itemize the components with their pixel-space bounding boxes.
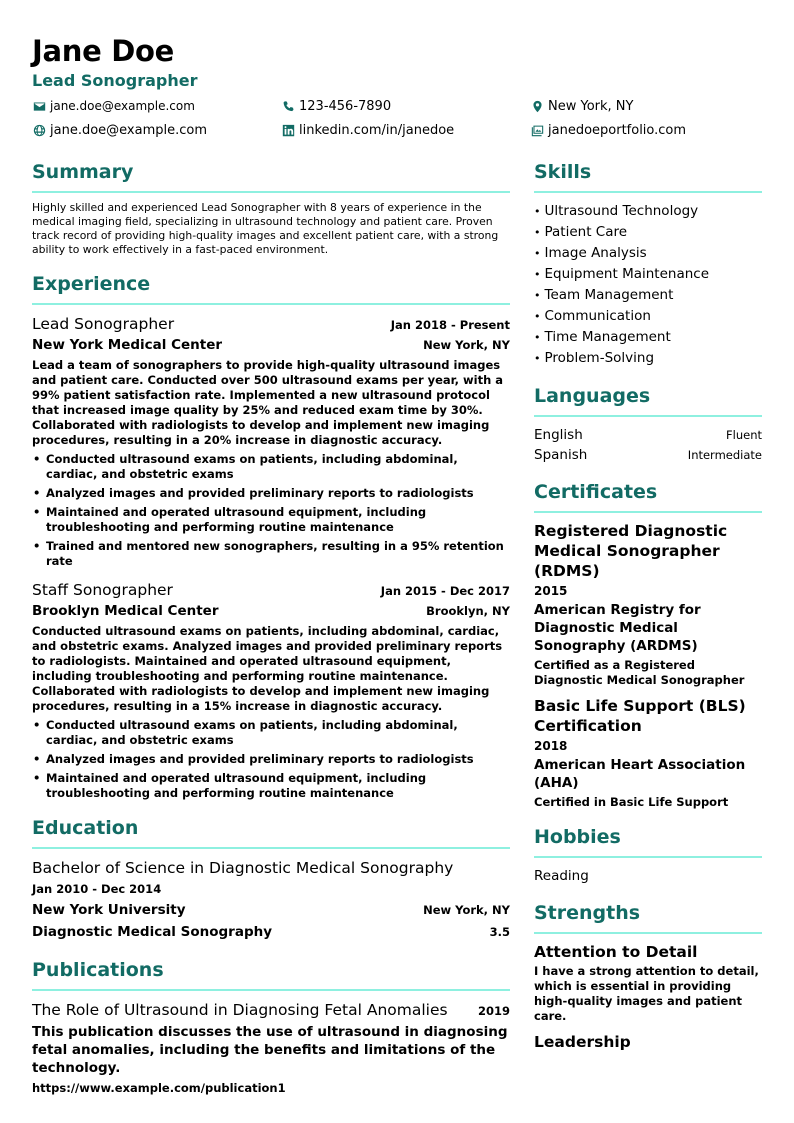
candidate-role: Lead Sonographer	[32, 71, 198, 90]
phone-icon	[281, 99, 295, 113]
language-level: Fluent	[726, 428, 762, 442]
job-company: Brooklyn Medical Center	[32, 603, 219, 619]
job-location: Brooklyn, NY	[426, 604, 510, 618]
job-dates: Jan 2015 - Dec 2017	[380, 584, 510, 598]
education-location: New York, NY	[423, 903, 510, 917]
hobby-item: Reading	[534, 868, 589, 884]
publication-link[interactable]: https://www.example.com/publication1	[32, 1081, 286, 1095]
resume-columns	[32, 159, 762, 1111]
skill-item: • Equipment Maintenance	[534, 266, 710, 282]
language-name: English	[534, 427, 583, 443]
linkedin-icon	[281, 123, 295, 137]
skill-item: • Problem-Solving	[534, 350, 655, 366]
contact-email[interactable]	[32, 97, 281, 115]
portfolio-icon	[530, 123, 544, 137]
skills-list	[534, 201, 762, 369]
strengths-heading: Strengths	[534, 900, 762, 934]
job-bullet: • Conducted ultrasound exams on patients, including abdominal, cardiac, and obstetric exams	[32, 718, 510, 748]
certificate-title: Registered Diagnostic Medical Sonographer (RDMS)	[534, 522, 728, 580]
skill-item: • Ultrasound Technology	[534, 203, 699, 219]
skill-item: • Communication	[534, 308, 651, 324]
certificate-description: Certified as a Registered Diagnostic Medical Sonographer	[534, 658, 745, 687]
skill-item: • Image Analysis	[534, 245, 647, 261]
language-row	[534, 425, 762, 445]
strengths-section	[534, 900, 762, 1052]
job-bullet: • Maintained and operated ultrasound equipment, including troubleshooting and performing routine maintenance	[32, 771, 510, 801]
certificates-heading: Certificates	[534, 479, 762, 513]
education-field: Diagnostic Medical Sonography	[32, 924, 273, 940]
education-gpa: 3.5	[489, 925, 510, 939]
certificate-year: 2018	[534, 739, 568, 753]
job-location: New York, NY	[423, 338, 510, 352]
contact-portfolio-text: janedoeportfolio.com	[548, 122, 687, 138]
resume-header	[32, 34, 762, 139]
certificate-entry	[534, 696, 762, 810]
certificate-issuer: American Registry for Diagnostic Medical Sonography (ARDMS)	[534, 602, 701, 654]
certificates-section	[534, 479, 762, 810]
experience-section	[32, 271, 510, 801]
globe-icon	[32, 123, 46, 137]
job-bullet: • Trained and mentored new sonographers, resulting in a 95% retention rate	[32, 539, 510, 569]
skills-heading: Skills	[534, 159, 762, 193]
skill-item: • Team Management	[534, 287, 674, 303]
email-icon	[32, 99, 46, 113]
languages-heading: Languages	[534, 383, 762, 417]
language-name: Spanish	[534, 447, 588, 463]
certificate-description: Certified in Basic Life Support	[534, 795, 729, 809]
job-description: Conducted ultrasound exams on patients, including abdominal, cardiac, and obstetric exams. Analyzed images and provided preliminary reports to radiologists. Maintained and operated ultrasound equipment, including troubleshooting and performing routine maintenance. Collaborated with radiologists to develop and implement new imaging procedures, resulting in a 15% increase in diagnostic accuracy.	[32, 624, 503, 713]
language-row	[534, 445, 762, 465]
contact-linkedin[interactable]	[281, 121, 530, 139]
job-title: Lead Sonographer	[32, 315, 175, 333]
job-bullet: • Analyzed images and provided preliminary reports to radiologists	[32, 486, 510, 501]
left-column	[32, 159, 510, 1111]
hobbies-heading: Hobbies	[534, 824, 762, 858]
language-level: Intermediate	[687, 448, 762, 462]
publications-section	[32, 957, 510, 1097]
job-bullet: • Conducted ultrasound exams on patients, including abdominal, cardiac, and obstetric exams	[32, 452, 510, 482]
contact-phone-text: 123-456-7890	[299, 98, 392, 114]
job-title: Staff Sonographer	[32, 581, 173, 599]
job-description: Lead a team of sonographers to provide high-quality ultrasound images and patient care. Conducted over 500 ultrasound exams per year, with a 99% patient satisfaction rate. Implemented a new ultrasound protocol that increased image quality by 25% and reduced exam time by 30%. Collaborated with radiologists to develop and implement new imaging procedures, resulting in a 20% increase in diagnostic accuracy.	[32, 358, 504, 447]
job-entry	[32, 313, 510, 569]
strength-title: Attention to Detail	[534, 943, 698, 961]
contact-grid	[32, 97, 762, 139]
certificate-title: Basic Life Support (BLS) Certification	[534, 697, 746, 735]
resume-page	[32, 34, 762, 1111]
contact-portfolio[interactable]	[530, 121, 762, 139]
publication-year: 2019	[477, 1004, 510, 1018]
certificate-issuer: American Heart Association (AHA)	[534, 757, 746, 791]
strength-title: Leadership	[534, 1033, 631, 1051]
education-heading: Education	[32, 815, 510, 849]
skills-section	[534, 159, 762, 369]
contact-website-text: jane.doe@example.com	[50, 122, 208, 138]
education-dates: Jan 2010 - Dec 2014	[32, 882, 162, 896]
right-column	[534, 159, 762, 1111]
contact-location-text: New York, NY	[548, 98, 634, 114]
experience-heading: Experience	[32, 271, 510, 305]
job-bullet: • Analyzed images and provided preliminary reports to radiologists	[32, 752, 510, 767]
hobbies-section	[534, 824, 762, 886]
education-degree: Bachelor of Science in Diagnostic Medical Sonography	[32, 859, 454, 877]
summary-text: Highly skilled and experienced Lead Sonographer with 8 years of experience in the medical imaging field, specializing in ultrasound technology and patient care. Proven track record of providing high-quality images and excellent patient care, with a strong ability to work effectively in a fast-paced environment.	[32, 201, 499, 256]
location-icon	[530, 99, 544, 113]
strength-description: I have a strong attention to detail, which is essential in providing high-quality images and patient care.	[534, 964, 759, 1023]
job-dates: Jan 2018 - Present	[390, 318, 510, 332]
job-entry	[32, 579, 510, 801]
summary-section	[32, 159, 510, 257]
job-bullets	[32, 452, 510, 569]
contact-phone[interactable]	[281, 97, 530, 115]
certificate-year: 2015	[534, 584, 568, 598]
contact-website[interactable]	[32, 121, 281, 139]
skill-item: • Time Management	[534, 329, 671, 345]
education-school: New York University	[32, 902, 186, 918]
contact-linkedin-text: linkedin.com/in/janedoe	[299, 122, 455, 138]
certificate-entry	[534, 521, 762, 688]
candidate-name: Jane Doe	[32, 34, 175, 68]
skill-item: • Patient Care	[534, 224, 628, 240]
publication-title: The Role of Ultrasound in Diagnosing Fetal Anomalies	[32, 1001, 448, 1019]
contact-location	[530, 97, 762, 115]
job-company: New York Medical Center	[32, 337, 223, 353]
languages-section	[534, 383, 762, 465]
publications-heading: Publications	[32, 957, 510, 991]
summary-heading: Summary	[32, 159, 510, 193]
education-section	[32, 815, 510, 943]
contact-email-text: jane.doe@example.com	[50, 99, 195, 113]
job-bullet: • Maintained and operated ultrasound equipment, including troubleshooting and performing routine maintenance	[32, 505, 510, 535]
publication-description: This publication discusses the use of ultrasound in diagnosing fetal anomalies, including the benefits and limitations of the technology.	[32, 1024, 508, 1076]
job-bullets	[32, 718, 510, 801]
